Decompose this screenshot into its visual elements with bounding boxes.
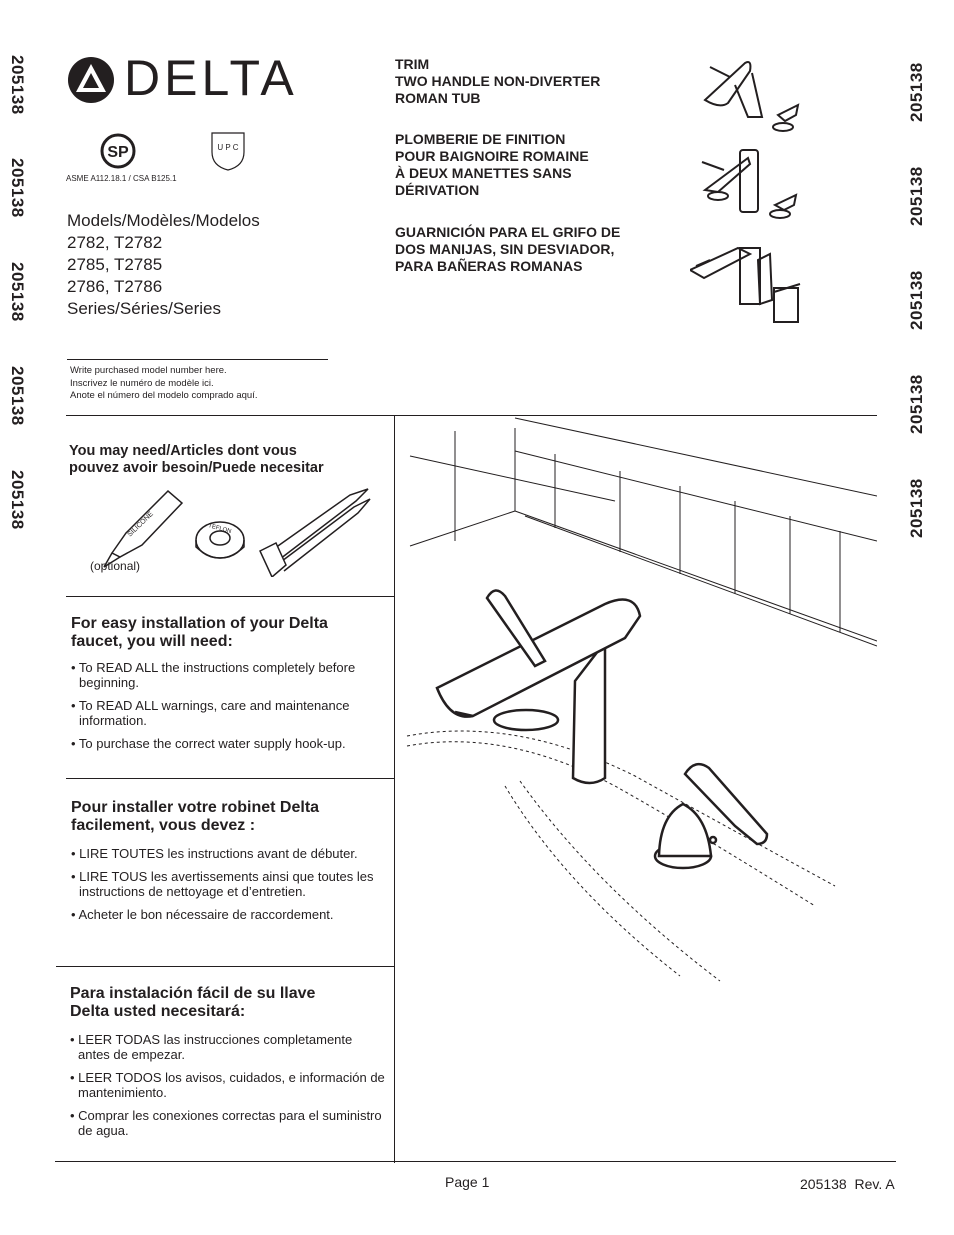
side-code-left-2: 205138	[8, 158, 27, 218]
bullet-item: • Acheter le bon nécessaire de raccordement.	[71, 907, 334, 922]
models-heading: Models/Modèles/Modelos	[67, 211, 260, 230]
bullet-item: • Comprar les conexiones correctas para el suministro de agua.	[70, 1108, 382, 1138]
bullet-item: • LIRE TOUTES les instructions avant de débuter.	[71, 846, 358, 861]
title-line: PLOMBERIE DE FINITION	[395, 131, 566, 147]
side-code-left-3: 205138	[8, 262, 27, 322]
page-number: Page 1	[445, 1174, 490, 1190]
faucet-thumbnail-2782-icon	[705, 62, 798, 131]
title-line: DÉRIVATION	[395, 182, 480, 198]
side-code-right-3: 205138	[907, 270, 926, 330]
side-code-right-1: 205138	[907, 62, 926, 122]
model-line: 2782, T2782	[67, 233, 163, 252]
purchase-note	[70, 365, 257, 403]
title-line: POUR BAIGNOIRE ROMAINE	[395, 148, 589, 164]
section-title-line: Pour installer votre robinet Delta	[71, 799, 320, 816]
purchase-note-line: Inscrivez le numéro de modèle ici.	[70, 377, 214, 389]
side-code-left-4: 205138	[8, 366, 27, 426]
teflon-tape-icon	[196, 522, 244, 558]
section-en-bullets	[71, 660, 386, 759]
section-es-bullets	[70, 1032, 385, 1146]
section-title-line: Delta usted necesitará:	[70, 1003, 246, 1020]
models-series: Series/Séries/Series	[67, 299, 222, 318]
section-divider	[66, 596, 394, 597]
title-line: TWO HANDLE NON-DIVERTER	[395, 73, 601, 89]
upc-certification-icon	[208, 130, 250, 177]
teflon-label: TEFLON	[207, 523, 232, 536]
section-title-line: For easy installation of your Delta	[71, 615, 328, 632]
section-divider	[56, 966, 394, 967]
tools-heading	[69, 443, 324, 477]
tools-illustration	[100, 485, 380, 582]
title-line: DOS MANIJAS, SIN DESVIADOR,	[395, 241, 615, 257]
bullet-item: • LIRE TOUS les avertissements ainsi que toutes les instructions de nettoyage et d’entretien.	[71, 869, 374, 899]
faucet-thumbnail-2785-icon	[702, 150, 796, 218]
tub-rim-icon	[407, 731, 835, 981]
footer-rule	[55, 1161, 896, 1162]
csa-certification-icon	[100, 132, 138, 175]
model-line: 2786, T2786	[67, 277, 163, 296]
bullet-item: • To purchase the correct water supply hook-up.	[71, 736, 346, 751]
pliers-icon	[260, 489, 370, 577]
section-title-line: facilement, vous devez :	[71, 817, 256, 834]
title-line: À DEUX MANETTES SANS	[395, 165, 572, 181]
model-line: 2785, T2785	[67, 255, 163, 274]
title-english	[395, 56, 600, 107]
title-spanish	[395, 224, 620, 275]
section-en-title	[71, 615, 328, 651]
silicone-label: SILICONE	[126, 510, 155, 539]
title-line: PARA BAÑERAS ROMANAS	[395, 258, 583, 274]
section-title-line: Para instalación fácil de su llave	[70, 985, 316, 1002]
tools-heading-line: pouvez avoir besoin/Puede necesitar	[69, 460, 324, 476]
section-es-title	[70, 985, 315, 1021]
title-french	[395, 131, 589, 199]
side-code-right-5: 205138	[907, 478, 926, 538]
purchase-model-line[interactable]	[67, 359, 328, 360]
faucet-thumbnails	[690, 55, 820, 335]
silicone-tube-icon	[104, 491, 182, 567]
title-line: TRIM	[395, 56, 430, 72]
bullet-item: • To READ ALL the instructions completely before beginning.	[71, 660, 356, 690]
section-fr-title	[71, 799, 319, 835]
title-line: ROMAN TUB	[395, 90, 481, 106]
certification-standard: ASME A112.18.1 / CSA B125.1	[66, 174, 177, 183]
installed-faucet-illustration	[395, 416, 877, 1011]
side-code-right-4: 205138	[907, 374, 926, 434]
side-code-left-5: 205138	[8, 470, 27, 530]
section-divider	[66, 778, 394, 779]
handle-icon	[655, 764, 767, 868]
bullet-item: • LEER TODOS los avisos, cuidados, e información de mantenimiento.	[70, 1070, 385, 1100]
side-code-right-2: 205138	[907, 166, 926, 226]
wall-tiles-icon	[410, 418, 877, 646]
delta-logo	[66, 55, 116, 110]
bullet-item: • LEER TODAS las instrucciones completamente antes de empezar.	[70, 1032, 353, 1062]
optional-note: (optional)	[90, 559, 141, 573]
section-title-line: faucet, you will need:	[71, 633, 233, 650]
tools-heading-line: You may need/Articles dont vous	[69, 443, 297, 459]
csa-mark-text: SP	[107, 144, 129, 161]
delta-triangle-icon	[66, 55, 116, 105]
section-fr-bullets	[71, 846, 386, 930]
models-block	[67, 210, 260, 320]
brand-name: DELTA	[124, 50, 298, 106]
title-line: GUARNICIÓN PARA EL GRIFO DE	[395, 224, 621, 240]
upc-mark-text: U P C	[217, 143, 239, 152]
purchase-note-line: Write purchased model number here.	[70, 365, 227, 376]
faucet-thumbnail-2786-icon	[690, 248, 800, 322]
document-revision: 205138 Rev. A	[800, 1176, 895, 1192]
bullet-item: • To READ ALL warnings, care and maintenance information.	[71, 698, 350, 728]
purchase-note-line: Anote el número del modelo comprado aquí.	[70, 390, 258, 401]
side-code-left-1: 205138	[8, 55, 27, 115]
